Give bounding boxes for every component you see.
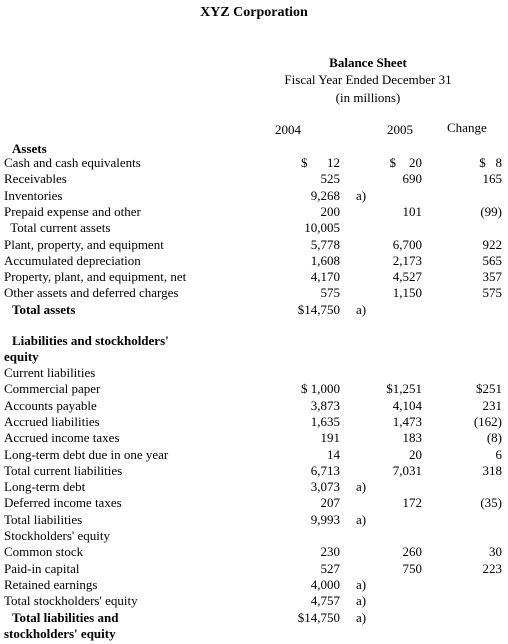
value-change: 6 bbox=[495, 446, 502, 462]
value-2004: 207 bbox=[320, 495, 340, 511]
value-2004: 1,635 bbox=[310, 413, 340, 429]
row-label: Plant, property, and equipment bbox=[4, 236, 164, 252]
value-2004: 3,873 bbox=[310, 397, 340, 413]
value-2005: $ 20 bbox=[389, 155, 422, 170]
value-2005: $1,251 bbox=[386, 381, 422, 397]
value-2004: 4,000 bbox=[310, 576, 340, 592]
row-label: Common stock bbox=[4, 544, 84, 560]
row-label: Commercial paper bbox=[4, 381, 101, 397]
footnote-marker: a) bbox=[356, 511, 367, 527]
value-2004: 10,005 bbox=[304, 220, 340, 236]
row-label: Total current assets bbox=[4, 220, 111, 236]
company-name: XYZ Corporation bbox=[200, 5, 308, 20]
row-label: Prepaid expense and other bbox=[4, 203, 141, 219]
value-change: 318 bbox=[482, 462, 502, 478]
value-2004: 4,757 bbox=[310, 593, 340, 609]
value-2005: 750 bbox=[402, 560, 422, 576]
column-header-change: Change bbox=[447, 120, 487, 135]
value-2004: 9,993 bbox=[310, 511, 340, 527]
value-2005: 4,104 bbox=[392, 397, 422, 413]
value-2005: 260 bbox=[402, 544, 422, 560]
row-label: Retained earnings bbox=[4, 576, 98, 592]
value-2004: 3,073 bbox=[310, 479, 340, 495]
value-2005: 7,031 bbox=[392, 462, 422, 478]
row-label: Total stockholders' equity bbox=[4, 593, 138, 609]
column-header-2005: 2005 bbox=[387, 122, 413, 137]
value-2004: 230 bbox=[320, 544, 340, 560]
total-liabilities-equity-value: $14,750 bbox=[297, 610, 340, 625]
value-2004: 527 bbox=[320, 560, 340, 576]
value-2004: 5,778 bbox=[310, 236, 340, 252]
statement-units: (in millions) bbox=[335, 90, 401, 105]
value-2004: 575 bbox=[320, 285, 340, 301]
value-change: 231 bbox=[482, 397, 502, 413]
value-change: 165 bbox=[482, 171, 502, 187]
liabilities-heading-line1: Liabilities and stockholders' bbox=[12, 333, 169, 348]
row-label: Property, plant, and equipment, net bbox=[4, 269, 187, 285]
footnote-marker: a) bbox=[356, 576, 367, 592]
liabilities-heading-line2: equity bbox=[4, 349, 39, 364]
value-change: 565 bbox=[482, 252, 502, 268]
total-assets-value: $14,750 bbox=[297, 302, 340, 317]
value-2004: 200 bbox=[320, 203, 340, 219]
total-liabilities-equity-label-line1: Total liabilities and bbox=[12, 610, 119, 625]
value-2005: 690 bbox=[402, 171, 422, 187]
footnote-marker: a) bbox=[356, 302, 367, 317]
value-change: 575 bbox=[482, 285, 502, 301]
row-label: Accumulated depreciation bbox=[4, 252, 141, 268]
value-change: 357 bbox=[482, 269, 502, 285]
value-change: $ 8 bbox=[479, 155, 502, 170]
value-2005: 20 bbox=[409, 446, 422, 462]
value-change: (99) bbox=[480, 203, 502, 219]
value-change: $251 bbox=[476, 381, 502, 397]
value-change: 922 bbox=[482, 236, 502, 252]
footnote-marker: a) bbox=[356, 479, 367, 495]
value-2004: 9,268 bbox=[310, 187, 340, 203]
value-change: 223 bbox=[482, 560, 502, 576]
value-2005: 4,527 bbox=[392, 269, 422, 285]
row-label: Accrued income taxes bbox=[4, 430, 120, 446]
value-2005: 2,173 bbox=[392, 252, 422, 268]
row-label: Inventories bbox=[4, 187, 63, 203]
column-header-2004: 2004 bbox=[275, 122, 301, 137]
total-assets-label: Total assets bbox=[12, 302, 76, 317]
value-change: (8) bbox=[486, 430, 502, 446]
row-label: Total current liabilities bbox=[4, 462, 123, 478]
value-2004: 14 bbox=[327, 446, 340, 462]
value-2005: 1,473 bbox=[392, 413, 422, 429]
value-2004: 4,170 bbox=[310, 269, 340, 285]
row-label: Paid-in capital bbox=[4, 560, 80, 576]
value-2005: 6,700 bbox=[392, 236, 422, 252]
row-label: Total liabilities bbox=[4, 511, 83, 527]
statement-subtitle: Fiscal Year Ended December 31 bbox=[284, 72, 452, 87]
value-2005: 1,150 bbox=[392, 285, 422, 301]
row-label: Accrued liabilities bbox=[4, 413, 100, 429]
row-label: Other assets and deferred charges bbox=[4, 285, 179, 301]
value-2005: 172 bbox=[402, 495, 422, 511]
value-2004: $ 1,000 bbox=[301, 381, 340, 397]
row-label: Long-term debt bbox=[4, 479, 86, 495]
total-liabilities-equity-label-line2: stockholders' equity bbox=[4, 626, 116, 641]
row-label: Stockholders' equity bbox=[4, 528, 110, 543]
footnote-marker: a) bbox=[356, 593, 367, 609]
row-label: Cash and cash equivalents bbox=[4, 155, 141, 170]
value-2005: 101 bbox=[402, 203, 422, 219]
value-change: 30 bbox=[489, 544, 502, 560]
statement-title: Balance Sheet bbox=[329, 55, 407, 70]
value-2004: $ 12 bbox=[301, 155, 340, 170]
row-label: Long-term debt due in one year bbox=[4, 446, 169, 462]
value-change: (35) bbox=[480, 495, 502, 511]
row-label: Receivables bbox=[4, 171, 67, 187]
value-2005: 183 bbox=[402, 430, 422, 446]
footnote-marker: a) bbox=[356, 610, 367, 625]
footnote-marker: a) bbox=[356, 187, 367, 203]
value-change: (162) bbox=[473, 413, 502, 429]
value-2004: 525 bbox=[320, 171, 340, 187]
row-label: Current liabilities bbox=[4, 365, 96, 380]
value-2004: 1,608 bbox=[310, 252, 340, 268]
row-label: Deferred income taxes bbox=[4, 495, 122, 511]
row-label: Accounts payable bbox=[4, 397, 97, 413]
value-2004: 191 bbox=[320, 430, 340, 446]
assets-heading: Assets bbox=[12, 141, 47, 156]
value-2004: 6,713 bbox=[310, 462, 340, 478]
